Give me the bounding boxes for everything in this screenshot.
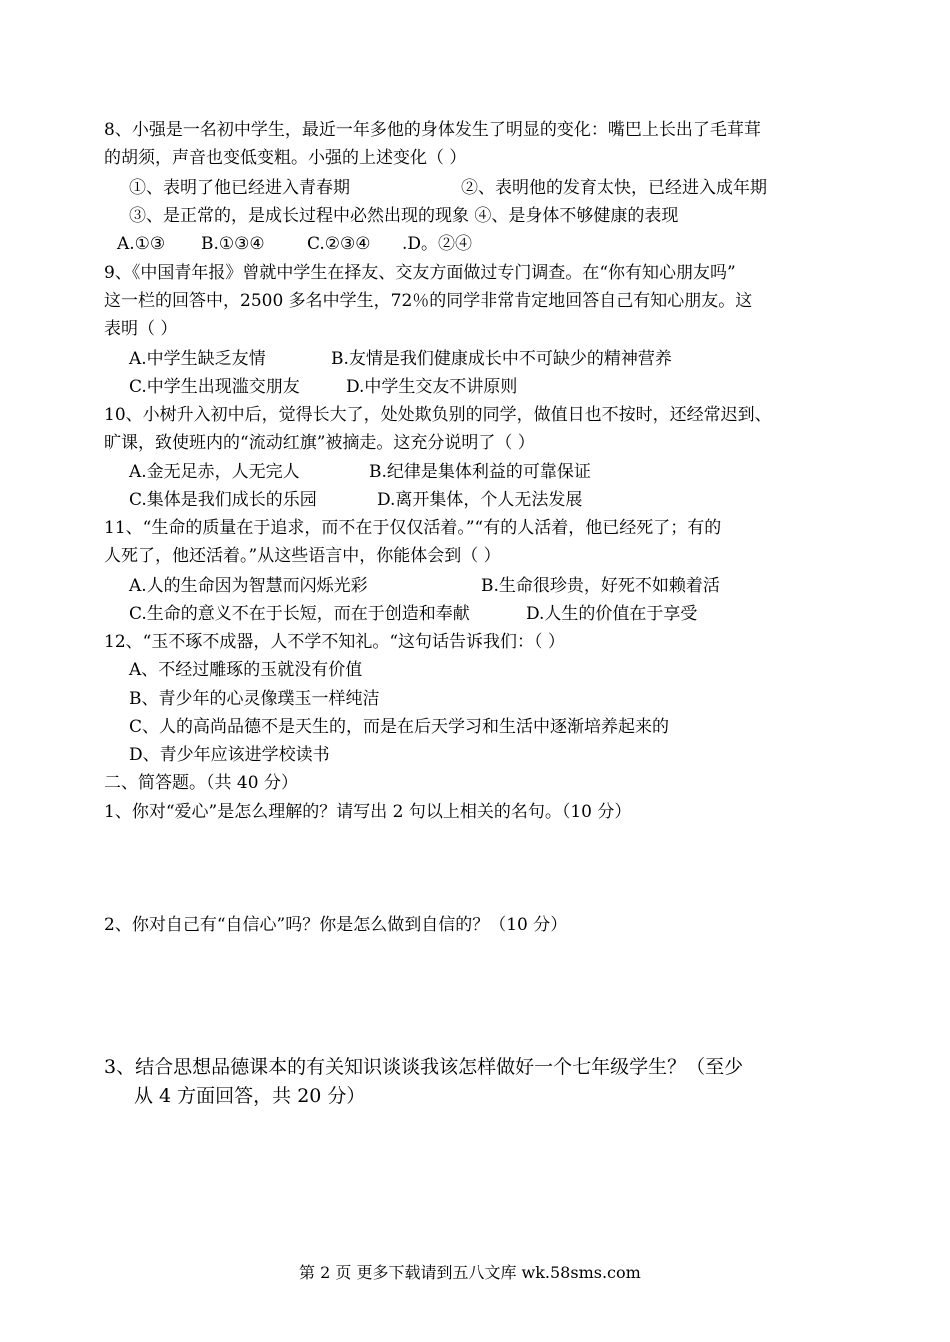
q12-option-a: A、不经过雕琢的玉就没有价值 (129, 660, 363, 680)
q9-option-c: C.中学生出现滥交朋友 (129, 377, 300, 397)
q12-option-b: B、青少年的心灵像璞玉一样纯洁 (129, 689, 380, 709)
q8-stem-line2: 的胡须，声音也变低变粗。小强的上述变化（ ） (104, 148, 467, 168)
q9-stem-line2: 这一栏的回答中，2500 多名中学生，72％的同学非常肯定地回答自己有知心朋友。这 (104, 291, 753, 311)
q8-statement-1: ①、表明了他已经进入青春期 (129, 178, 350, 198)
q8-option-b: B.①③④ (201, 234, 265, 254)
short-question-3-line1: 3、结合思想品德课本的有关知识谈谈我该怎样做好一个七年级学生？（至少 (104, 1056, 744, 1078)
q10-option-b: B.纪律是集体利益的可靠保证 (369, 462, 591, 482)
q10-stem-line1: 10、小树升入初中后，觉得长大了，处处欺负别的同学，做值日也不按时，还经常迟到、 (104, 405, 772, 425)
q11-stem-line1: 11、“生命的质量在于追求，而不在于仅仅活着。”“有的人活着，他已经死了；有的 (104, 518, 722, 538)
q12-option-d: D、青少年应该进学校读书 (129, 745, 330, 765)
q9-stem-line3: 表明（ ） (104, 319, 178, 339)
short-question-1: 1、你对“爱心”是怎么理解的？请写出 2 句以上相关的名句。（10 分） (104, 802, 632, 822)
short-question-3-line2: 从 4 方面回答，共 20 分） (134, 1085, 366, 1107)
q10-stem-line2: 旷课，致使班内的“流动红旗”被摘走。这充分说明了（ ） (104, 433, 535, 453)
q9-option-a: A.中学生缺乏友情 (129, 349, 266, 369)
q9-option-b: B.友情是我们健康成长中不可缺少的精神营养 (331, 349, 672, 369)
section-heading: 二、简答题。（共 40 分） (104, 773, 298, 793)
q12-stem: 12、“玉不琢不成器，人不学不知礼。“这句话告诉我们：（ ） (104, 632, 565, 652)
q8-option-d: .D。②④ (402, 234, 473, 254)
q9-stem-line1: 9、《中国青年报》曾就中学生在择友、交友方面做过专门调查。在“你有知心朋友吗” (104, 263, 736, 283)
q11-option-a: A.人的生命因为智慧而闪烁光彩 (129, 576, 368, 596)
q9-option-d: D.中学生交友不讲原则 (346, 377, 518, 397)
q10-option-a: A.金无足赤，人无完人 (129, 462, 300, 482)
q8-option-a: A.①③ (117, 234, 166, 254)
page-footer: 第 2 页 更多下载请到五八文库 wk.58sms.com (299, 1263, 641, 1282)
q8-statement-2: ②、表明他的发育太快，已经进入成年期 (461, 178, 767, 198)
q11-option-b: B.生命很珍贵，好死不如赖着活 (481, 576, 720, 596)
q8-option-c: C.②③④ (307, 234, 371, 254)
q8-stem-line1: 8、小强是一名初中学生，最近一年多他的身体发生了明显的变化：嘴巴上长出了毛茸茸 (104, 120, 761, 140)
q10-option-c: C.集体是我们成长的乐园 (129, 490, 317, 510)
short-question-2: 2、你对自己有“自信心”吗？你是怎么做到自信的？（10 分） (104, 915, 568, 935)
q11-option-c: C.生命的意义不在于长短，而在于创造和奉献 (129, 604, 470, 624)
q11-option-d: D.人生的价值在于享受 (526, 604, 698, 624)
q12-option-c: C、人的高尚品德不是天生的，而是在后天学习和生活中逐渐培养起来的 (129, 717, 670, 737)
q8-statement-3-4: ③、是正常的，是成长过程中必然出现的现象 ④、是身体不够健康的表现 (129, 206, 679, 226)
q11-stem-line2: 人死了，他还活着。”从这些语言中，你能体会到（ ） (104, 546, 501, 566)
q10-option-d: D.离开集体，个人无法发展 (377, 490, 583, 510)
